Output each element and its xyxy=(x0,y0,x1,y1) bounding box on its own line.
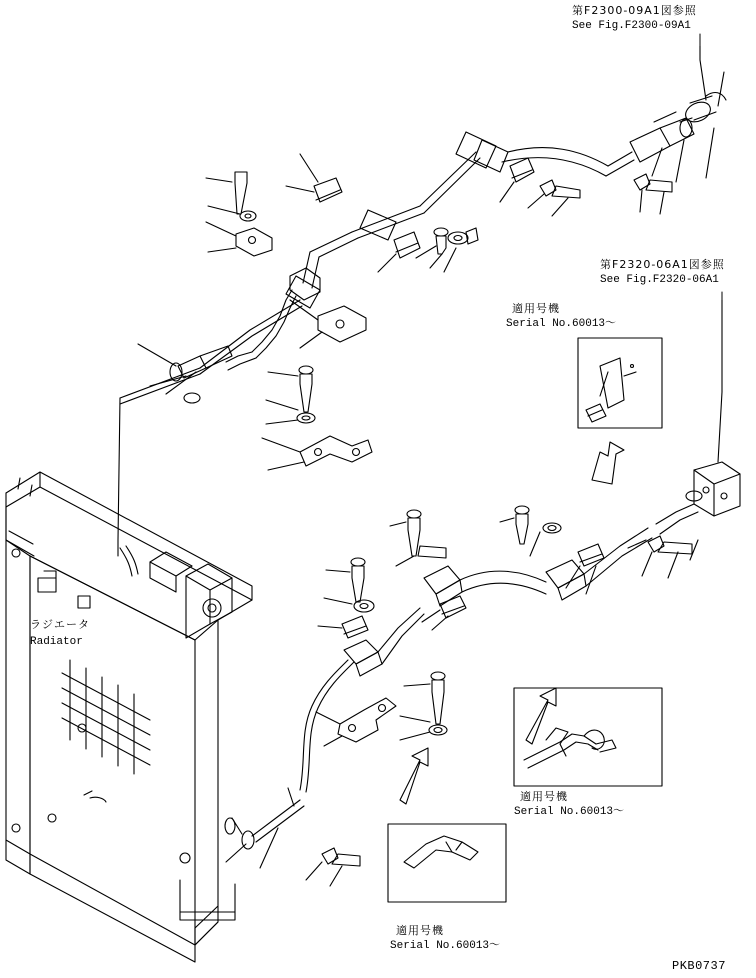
serial-note-right-en: Serial No.60013～ xyxy=(514,806,625,818)
note-ref-f2320-en: See Fig.F2320-06A1 xyxy=(600,274,719,286)
note-ref-f2320-jp: 第F2320-06A1図参照 xyxy=(600,258,725,271)
note-ref-f2300-en: See Fig.F2300-09A1 xyxy=(572,20,691,32)
radiator-label-en: Radiator xyxy=(30,636,83,648)
serial-note-right-jp: 適用号機 xyxy=(520,790,568,803)
lower-fasteners xyxy=(225,506,698,886)
radiator-label-jp: ラジエータ xyxy=(30,618,90,631)
drawing-number: PKB0737 xyxy=(672,959,726,973)
serial-note-bottom-en: Serial No.60013～ xyxy=(390,940,501,952)
serial-note-upper-jp: 適用号機 xyxy=(512,302,560,315)
lower-hose-line xyxy=(300,300,740,792)
serial-note-bottom-jp: 適用号機 xyxy=(396,924,444,937)
upper-fasteners xyxy=(206,112,714,272)
radiator-assembly xyxy=(6,472,252,962)
mid-brackets xyxy=(118,268,372,556)
serial-note-upper-en: Serial No.60013～ xyxy=(506,318,617,330)
upper-hose-line xyxy=(120,46,726,404)
note-ref-f2300-jp: 第F2300-09A1図参照 xyxy=(572,4,697,17)
